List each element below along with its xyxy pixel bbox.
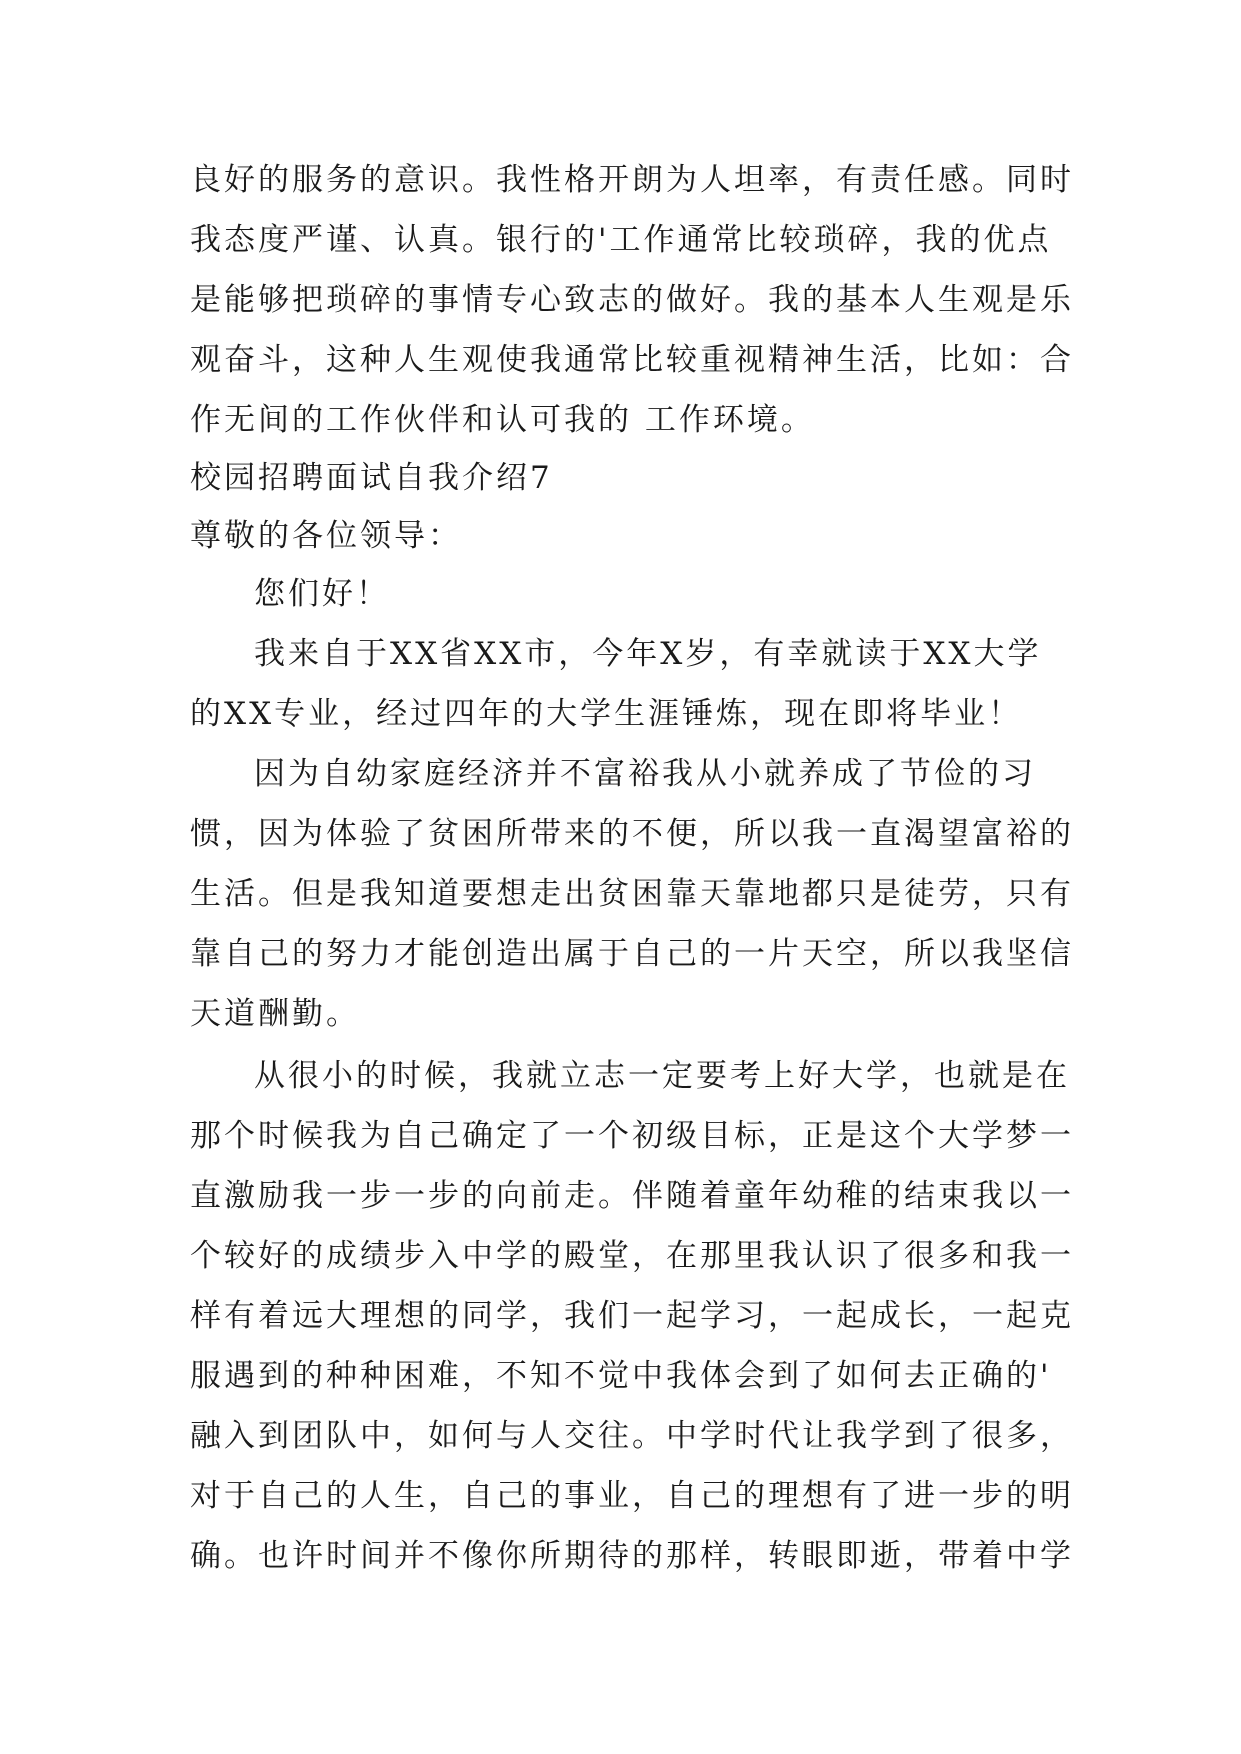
text-line: 融入到团队中，如何与人交往。中学时代让我学到了很多， <box>190 1418 1074 1454</box>
text-line: 惯，因为体验了贫困所带来的不便，所以我一直渴望富裕的 <box>190 816 1074 852</box>
text-line: 因为自幼家庭经济并不富裕我从小就养成了节俭的习 <box>254 756 1036 792</box>
text-line: 良好的服务的意识。我性格开朗为人坦率，有责任感。同时 <box>190 162 1074 198</box>
text-line: 靠自己的努力才能创造出属于自己的一片天空，所以我坚信 <box>190 936 1074 972</box>
text-line: 那个时候我为自己确定了一个初级目标，正是这个大学梦一 <box>190 1118 1074 1154</box>
text-line: 天道酬勤。 <box>190 996 360 1032</box>
text-line: 的XX专业，经过四年的大学生涯锤炼，现在即将毕业！ <box>190 696 1023 732</box>
text-line: 服遇到的种种困难，不知不觉中我体会到了如何去正确的' <box>190 1358 1052 1394</box>
text-line: 生活。但是我知道要想走出贫困靠天靠地都只是徒劳，只有 <box>190 876 1074 912</box>
text-line: 作无间的工作伙伴和认可我的 工作环境。 <box>190 402 815 438</box>
salutation: 尊敬的各位领导： <box>190 518 462 554</box>
text-line: 直激励我一步一步的向前走。伴随着童年幼稚的结束我以一 <box>190 1178 1074 1214</box>
text-line: 我态度严谨、认真。银行的'工作通常比较琐碎，我的优点 <box>190 222 1052 258</box>
text-line: 是能够把琐碎的事情专心致志的做好。我的基本人生观是乐 <box>190 282 1074 318</box>
text-line: 个较好的成绩步入中学的殿堂，在那里我认识了很多和我一 <box>190 1238 1074 1274</box>
text-line: 样有着远大理想的同学，我们一起学习，一起成长，一起克 <box>190 1298 1074 1334</box>
greeting: 您们好！ <box>254 576 390 612</box>
text-line: 我来自于XX省XX市，今年X岁，有幸就读于XX大学 <box>254 636 1042 672</box>
section-title: 校园招聘面试自我介绍7 <box>190 460 553 496</box>
text-line: 观奋斗，这种人生观使我通常比较重视精神生活，比如：合 <box>190 342 1074 378</box>
text-line: 对于自己的人生，自己的事业，自己的理想有了进一步的明 <box>190 1478 1074 1514</box>
text-line: 从很小的时候，我就立志一定要考上好大学，也就是在 <box>254 1058 1070 1094</box>
text-line: 确。也许时间并不像你所期待的那样，转眼即逝，带着中学 <box>190 1538 1074 1574</box>
